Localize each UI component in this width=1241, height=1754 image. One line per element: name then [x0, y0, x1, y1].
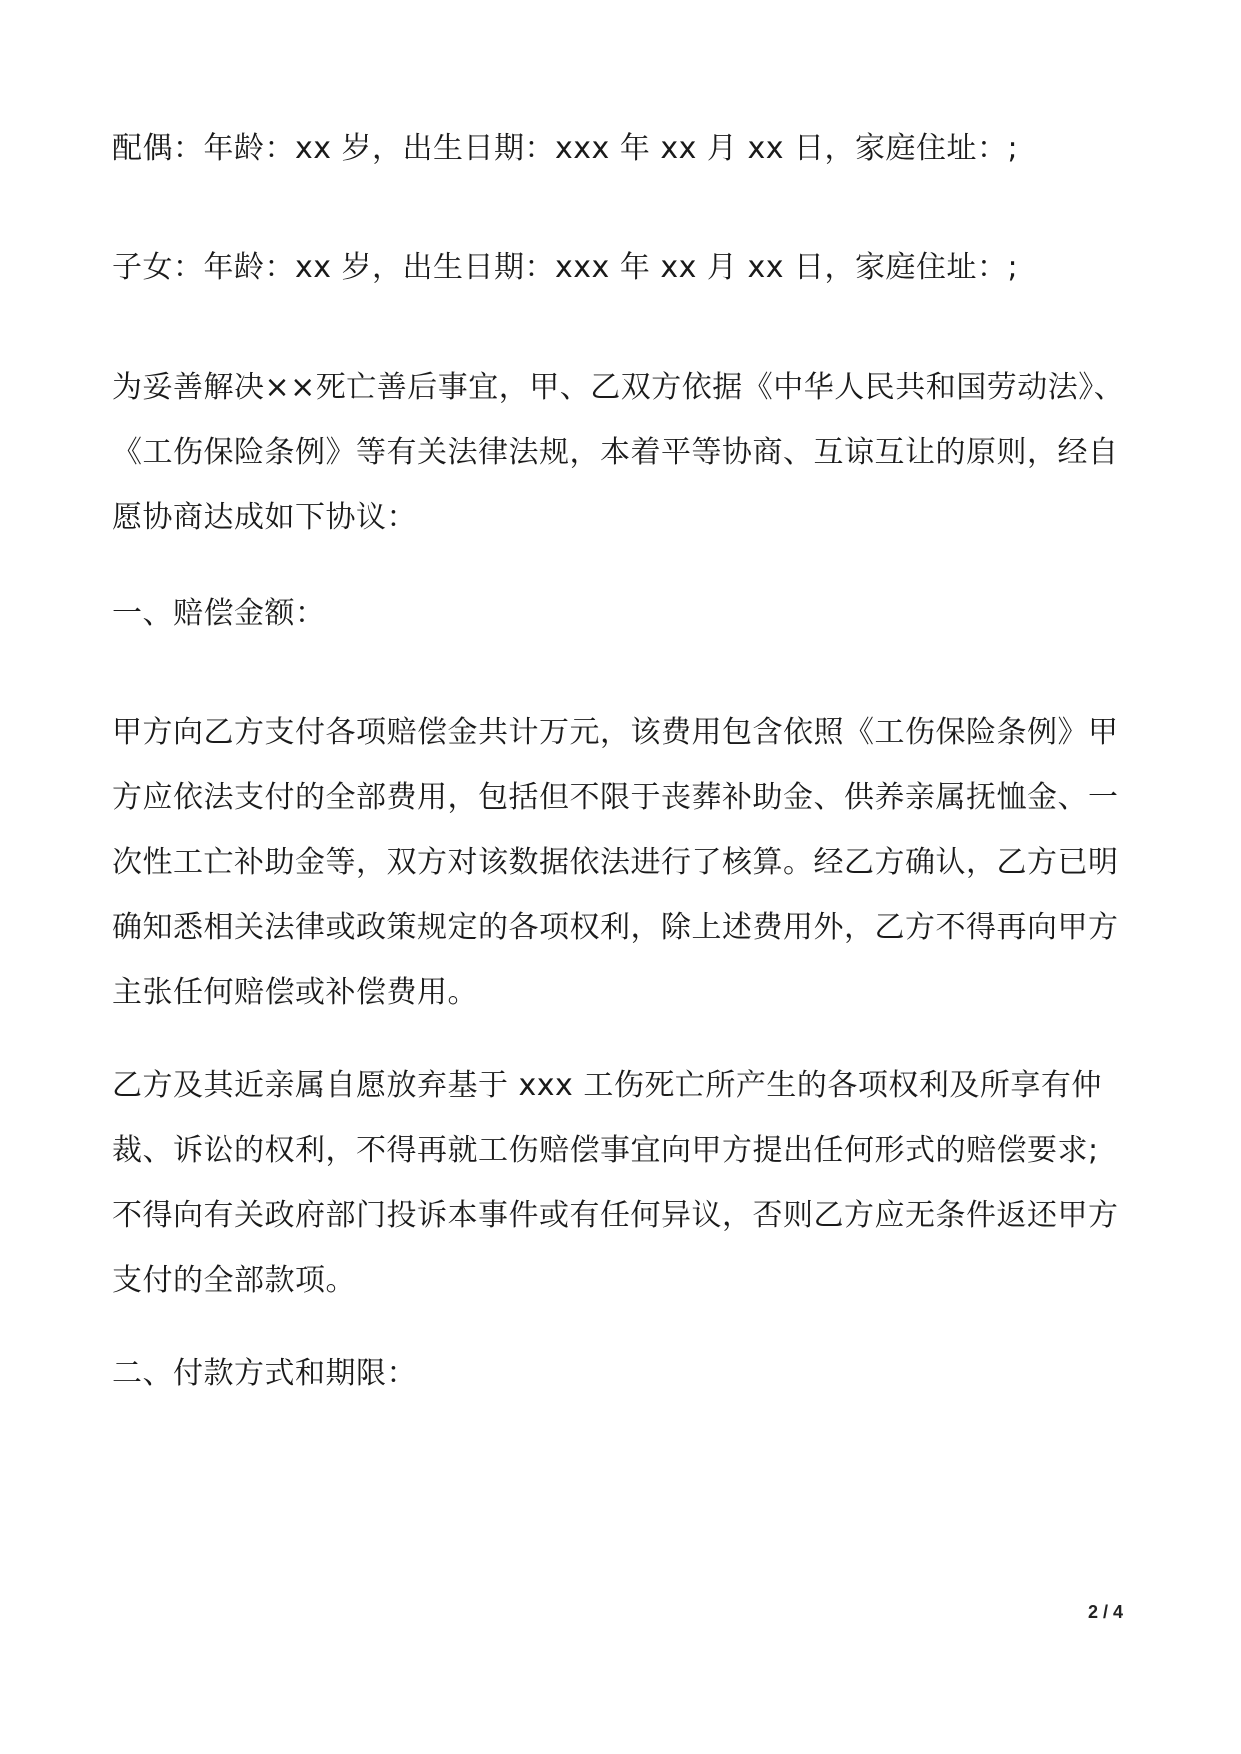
paragraph-line: 支付的全部款项。 [112, 1263, 356, 1298]
paragraph-line: 不得向有关政府部门投诉本事件或有任何异议，否则乙方应无条件返还甲方 [112, 1198, 1119, 1233]
paragraph-line: 确知悉相关法律或政策规定的各项权利，除上述费用外，乙方不得再向甲方 [112, 910, 1119, 945]
paragraph-waiver [112, 1053, 1122, 1313]
page-number: 2 / 4 [1087, 1602, 1123, 1622]
heading-line: 二、付款方式和期限： [112, 1356, 417, 1391]
paragraph-line: 为妥善解决××死亡善后事宜，甲、乙双方依据《中华人民共和国劳动法》、 [112, 370, 1125, 405]
paragraph-children [112, 235, 1122, 300]
paragraph-line: 裁、诉讼的权利，不得再就工伤赔偿事宜向甲方提出任何形式的赔偿要求; [112, 1133, 1099, 1168]
paragraph-spouse [112, 116, 1122, 181]
section-1-heading [112, 581, 1122, 646]
paragraph-preamble [112, 355, 1125, 550]
paragraph-line: 配偶：年龄：xx 岁，出生日期：xxx 年 xx 月 xx 日，家庭住址：; [112, 131, 1019, 166]
paragraph-line: 《工伤保险条例》等有关法律法规，本着平等协商、互谅互让的原则，经自 [112, 435, 1119, 470]
paragraph-line: 主张任何赔偿或补偿费用。 [112, 975, 478, 1010]
paragraph-line: 愿协商达成如下协议： [112, 500, 417, 535]
section-2-heading [112, 1341, 1122, 1406]
paragraph-line: 甲方向乙方支付各项赔偿金共计万元，该费用包含依照《工伤保险条例》甲 [112, 715, 1119, 750]
heading-line: 一、赔偿金额： [112, 596, 326, 631]
paragraph-line: 次性工亡补助金等，双方对该数据依法进行了核算。经乙方确认，乙方已明 [112, 845, 1119, 880]
paragraph-line: 方应依法支付的全部费用，包括但不限于丧葬补助金、供养亲属抚恤金、一 [112, 780, 1119, 815]
paragraph-line: 乙方及其近亲属自愿放弃基于 xxx 工伤死亡所产生的各项权利及所享有仲 [112, 1068, 1102, 1103]
paragraph-line: 子女：年龄：xx 岁，出生日期：xxx 年 xx 月 xx 日，家庭住址：; [112, 250, 1019, 285]
paragraph-compensation [112, 700, 1122, 1025]
